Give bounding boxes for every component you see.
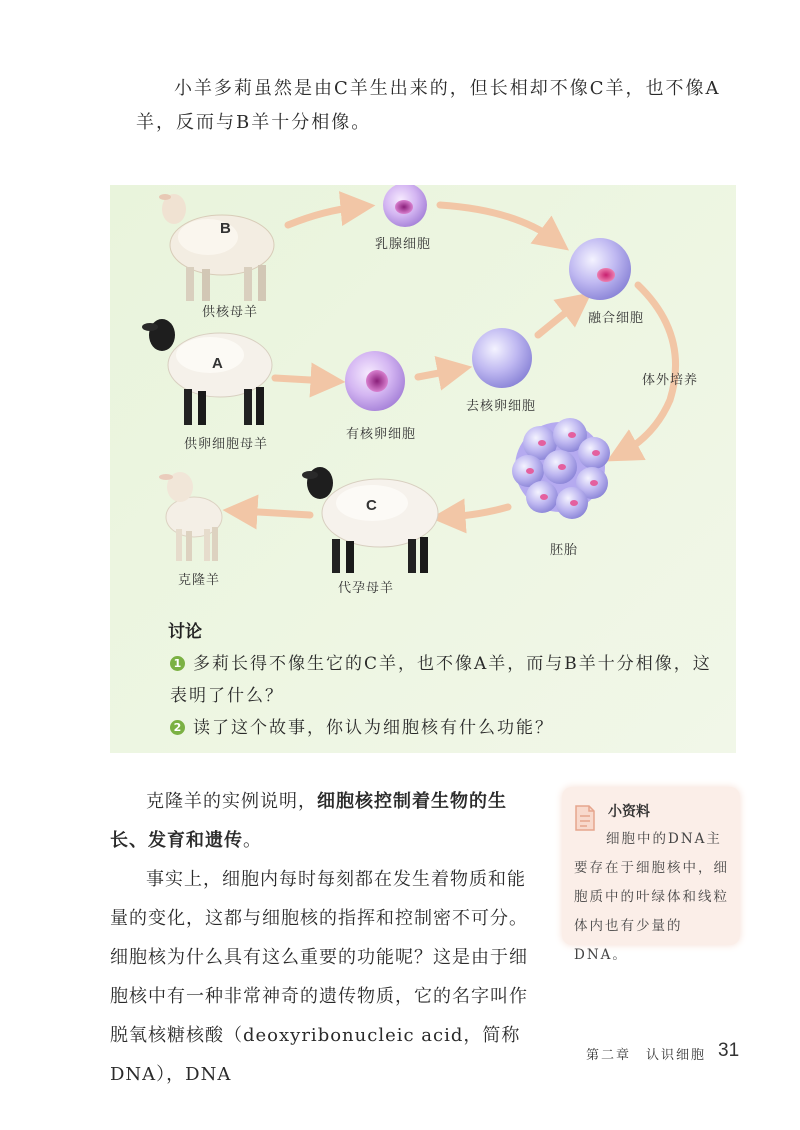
key-conclusion: 细胞核控制着生物的生长、发育和遗传 bbox=[110, 791, 507, 851]
label-donor-nucleus-sheep: 供核母羊 bbox=[202, 305, 259, 320]
sheep-c-letter: C bbox=[366, 497, 377, 514]
sheep-b bbox=[159, 194, 274, 301]
sheep-b-letter: B bbox=[220, 220, 231, 237]
label-fused-cell: 融合细胞 bbox=[588, 311, 645, 326]
question-number-2: 2 bbox=[170, 720, 185, 735]
mammary-cell bbox=[383, 185, 427, 227]
question-number-1: 1 bbox=[170, 656, 185, 671]
label-surrogate-sheep: 代孕母羊 bbox=[338, 581, 395, 596]
sheep-a-letter: A bbox=[212, 355, 223, 372]
cloning-diagram bbox=[110, 185, 736, 753]
fused-cell bbox=[569, 238, 631, 300]
info-note-box bbox=[562, 787, 740, 963]
page-number: 31 bbox=[718, 1040, 740, 1061]
label-nucleated-egg: 有核卵细胞 bbox=[346, 427, 417, 442]
enucleated-egg-cell bbox=[472, 328, 532, 388]
label-in-vitro-culture: 体外培养 bbox=[642, 373, 699, 388]
sheep-a bbox=[142, 319, 272, 425]
nucleated-egg-cell bbox=[345, 351, 405, 411]
label-egg-donor-sheep: 供卵细胞母羊 bbox=[184, 437, 269, 452]
discussion-question-1: 1 多莉长得不像生它的C羊，也不像A羊，而与B羊十分相像，这 bbox=[170, 649, 712, 674]
sheep-c bbox=[302, 467, 438, 573]
label-mammary-cell: 乳腺细胞 bbox=[375, 237, 432, 252]
label-cloned-sheep: 克隆羊 bbox=[178, 573, 221, 588]
embryo-cluster bbox=[512, 418, 610, 519]
note-title: 小资料 bbox=[608, 804, 650, 820]
discussion-question-2: 2 读了这个故事，你认为细胞核有什么功能？ bbox=[170, 713, 554, 738]
label-enucleated-egg: 去核卵细胞 bbox=[466, 399, 537, 414]
intro-paragraph: 小羊多莉虽然是由C羊生出来的，但长相却不像C羊，也不像A羊，反而与B羊十分相像。 bbox=[136, 78, 721, 133]
note-text: 细胞中的DNA主要存在于细胞核中，细胞质中的叶绿体和线粒体内也有少量的DNA。 bbox=[574, 831, 729, 963]
label-embryo: 胚胎 bbox=[550, 543, 579, 558]
body-text: 克隆羊的实例说明，细胞核控制着生物的生长、发育和遗传。 事实上，细胞内每时每刻都在发生着物质和能量的变化，这都与细胞核的指挥和控制密不可分。细胞核为什么具有这么重要的功能呢？这是由于细胞核中有一种非常神奇的遗传物质，它的名字叫作脱氧核糖核酸（deoxyribonucleic acid，简称DNA），DNA bbox=[110, 791, 528, 1085]
discussion-question-1-cont: 表明了什么？ bbox=[170, 686, 284, 706]
chapter-footer: 第二章 认识细胞 bbox=[586, 1048, 707, 1063]
discussion-title: 讨论 bbox=[168, 622, 202, 642]
cloned-lamb bbox=[159, 472, 222, 561]
